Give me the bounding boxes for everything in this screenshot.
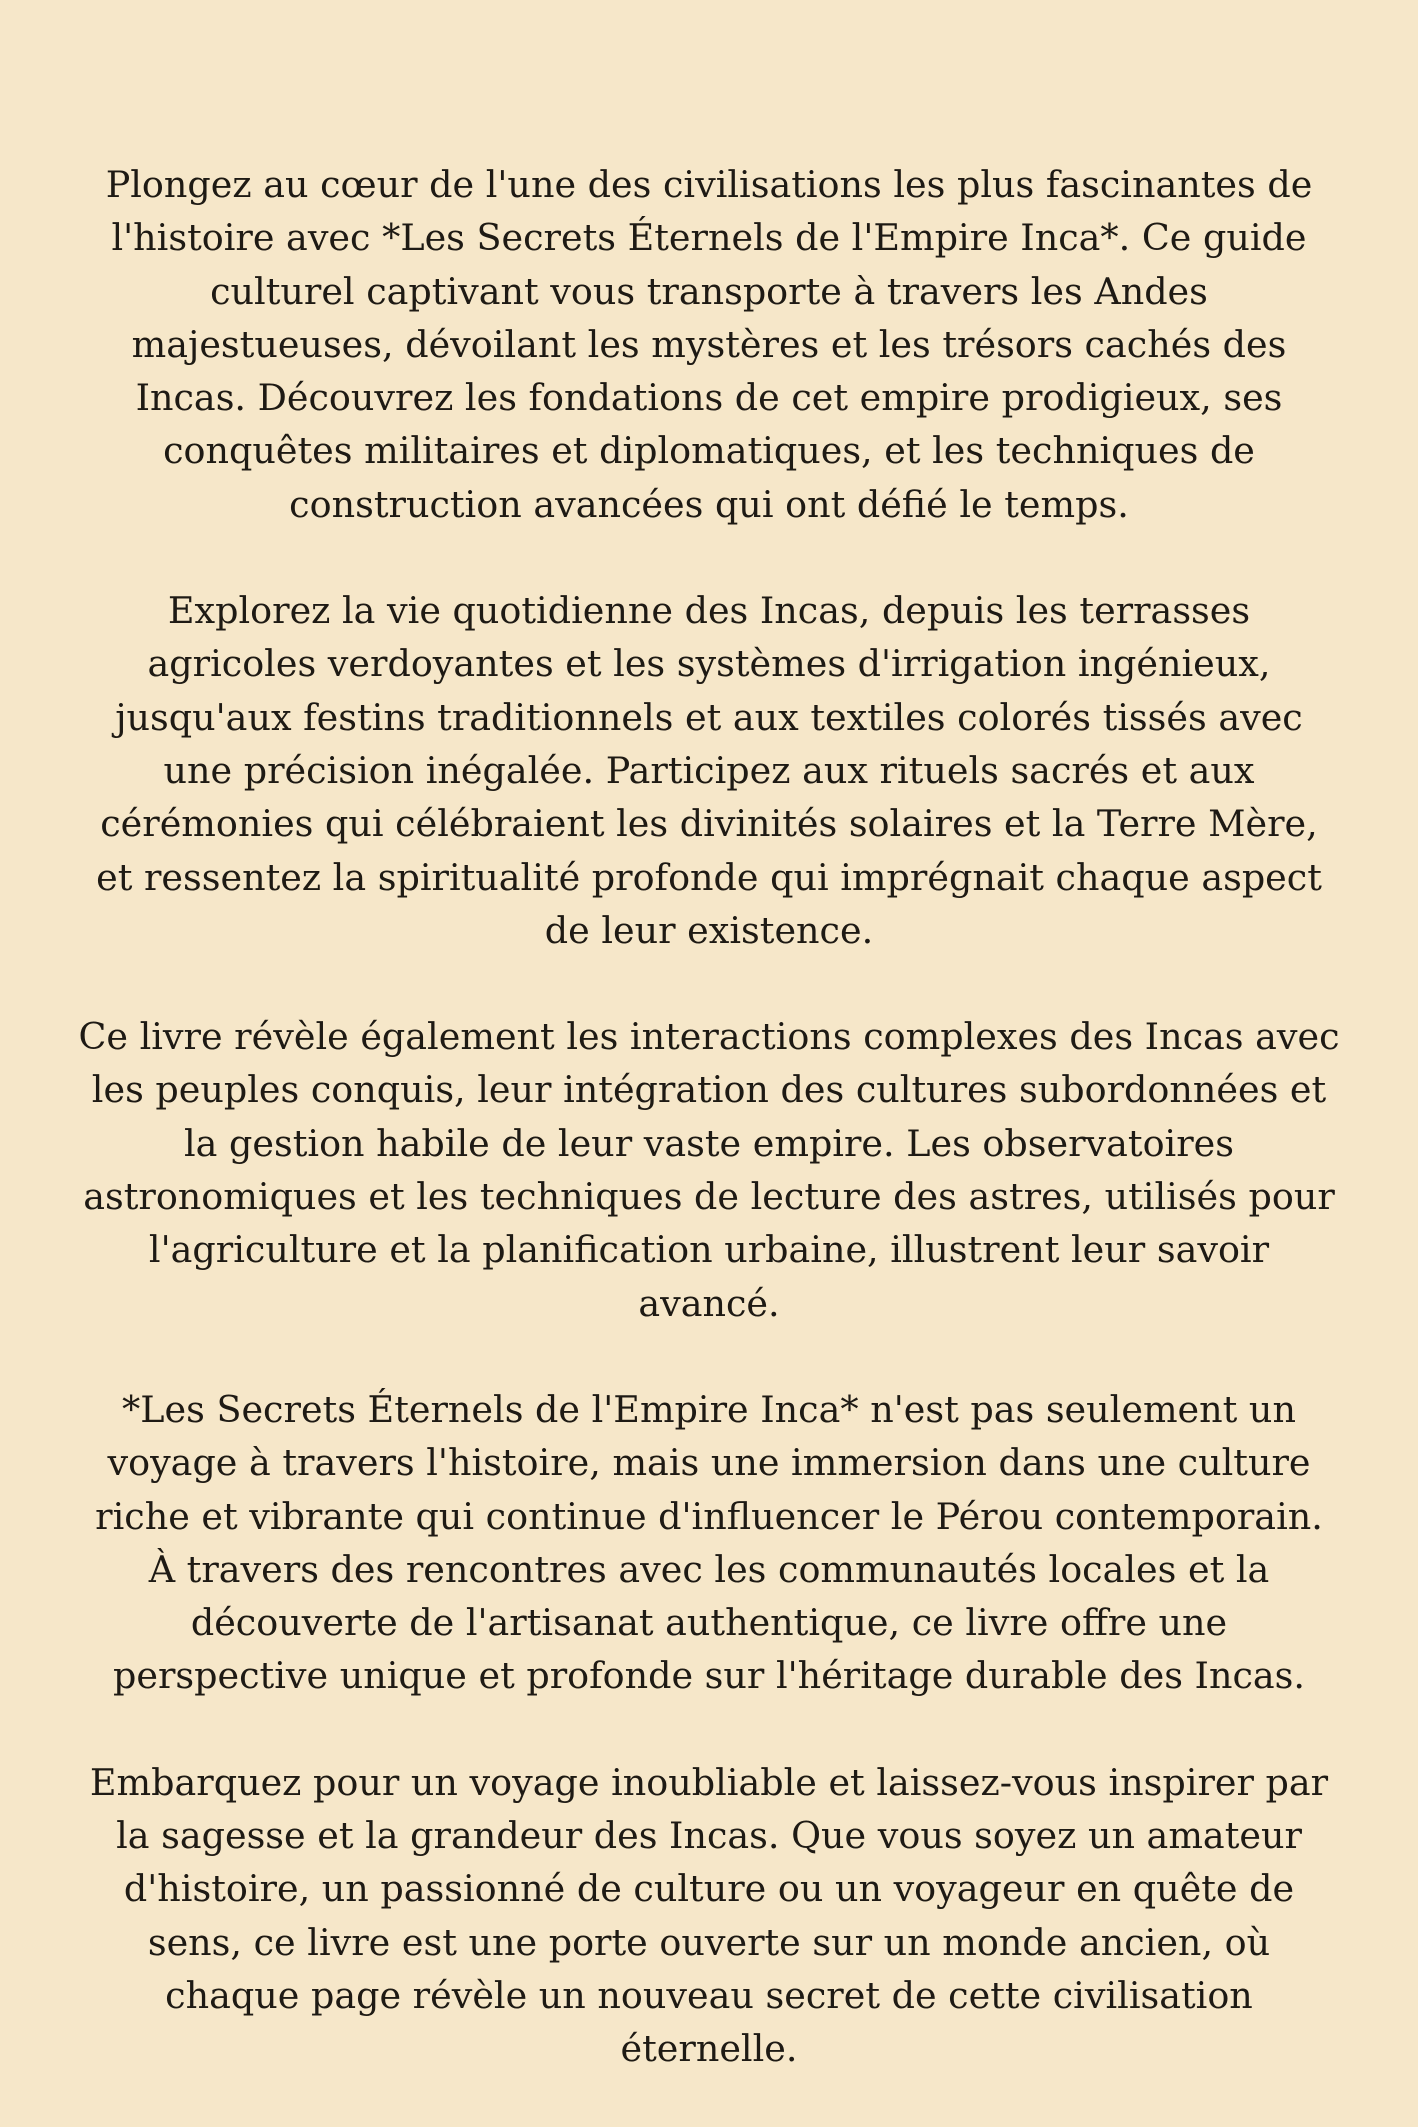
paragraph-introduction: Plongez au cœur de l'une des civilisations les plus fascinantes de l'histoire avec *Les Secrets Éternels de l'Empire Inca*. Ce guide culturel captivant vous transporte à travers les Andes majestueuses, dévoilant les mystères et les trésors cachés des Incas. Découvrez les fondations de cet empire prodigieux, ses conquêtes militaires et diplomatiques, et les techniques de construction avancées qui ont défié le temps. <box>105 163 1313 526</box>
paragraph-interactions: Ce livre révèle également les interactions complexes des Incas avec les peuples conquis, leur intégration des cultures subordonnées et la gestion habile de leur vaste empire. Les observatoires astronomiques et les techniques de lecture des astres, utilisés pour l'agriculture et la planification urbaine, illustrent leur savoir avancé. <box>78 1015 1340 1325</box>
paragraph-invitation: Embarquez pour un voyage inoubliable et laissez-vous inspirer par la sagesse et la grandeur des Incas. Que vous soyez un amateur d'histoire, un passionné de culture ou un voyageur en quête de sens, ce livre est une porte ouverte sur un monde ancien, où chaque page révèle un nouveau secret de cette civilisation éternelle. <box>89 1760 1329 2071</box>
paragraph-immersion: *Les Secrets Éternels de l'Empire Inca* n'est pas seulement un voyage à travers l'histoire, mais une immersion dans une culture riche et vibrante qui continue d'influencer le Pérou contemporain. À travers des rencontres avec les communautés locales et la découverte de l'artisanat authentique, ce livre offre une perspective unique et profonde sur l'héritage durable des Incas. <box>95 1387 1323 1698</box>
paragraph-daily-life: Explorez la vie quotidienne des Incas, depuis les terrasses agricoles verdoyantes et les systèmes d'irrigation ingénieux, jusqu'aux festins traditionnels et aux textiles colorés tissés avec une précision inégalée. Participez aux rituels sacrés et aux cérémonies qui célébraient les divinités solaires et la Terre Mère, et ressentez la spiritualité profonde qui imprégnait chaque aspect de leur existence. <box>96 589 1322 952</box>
